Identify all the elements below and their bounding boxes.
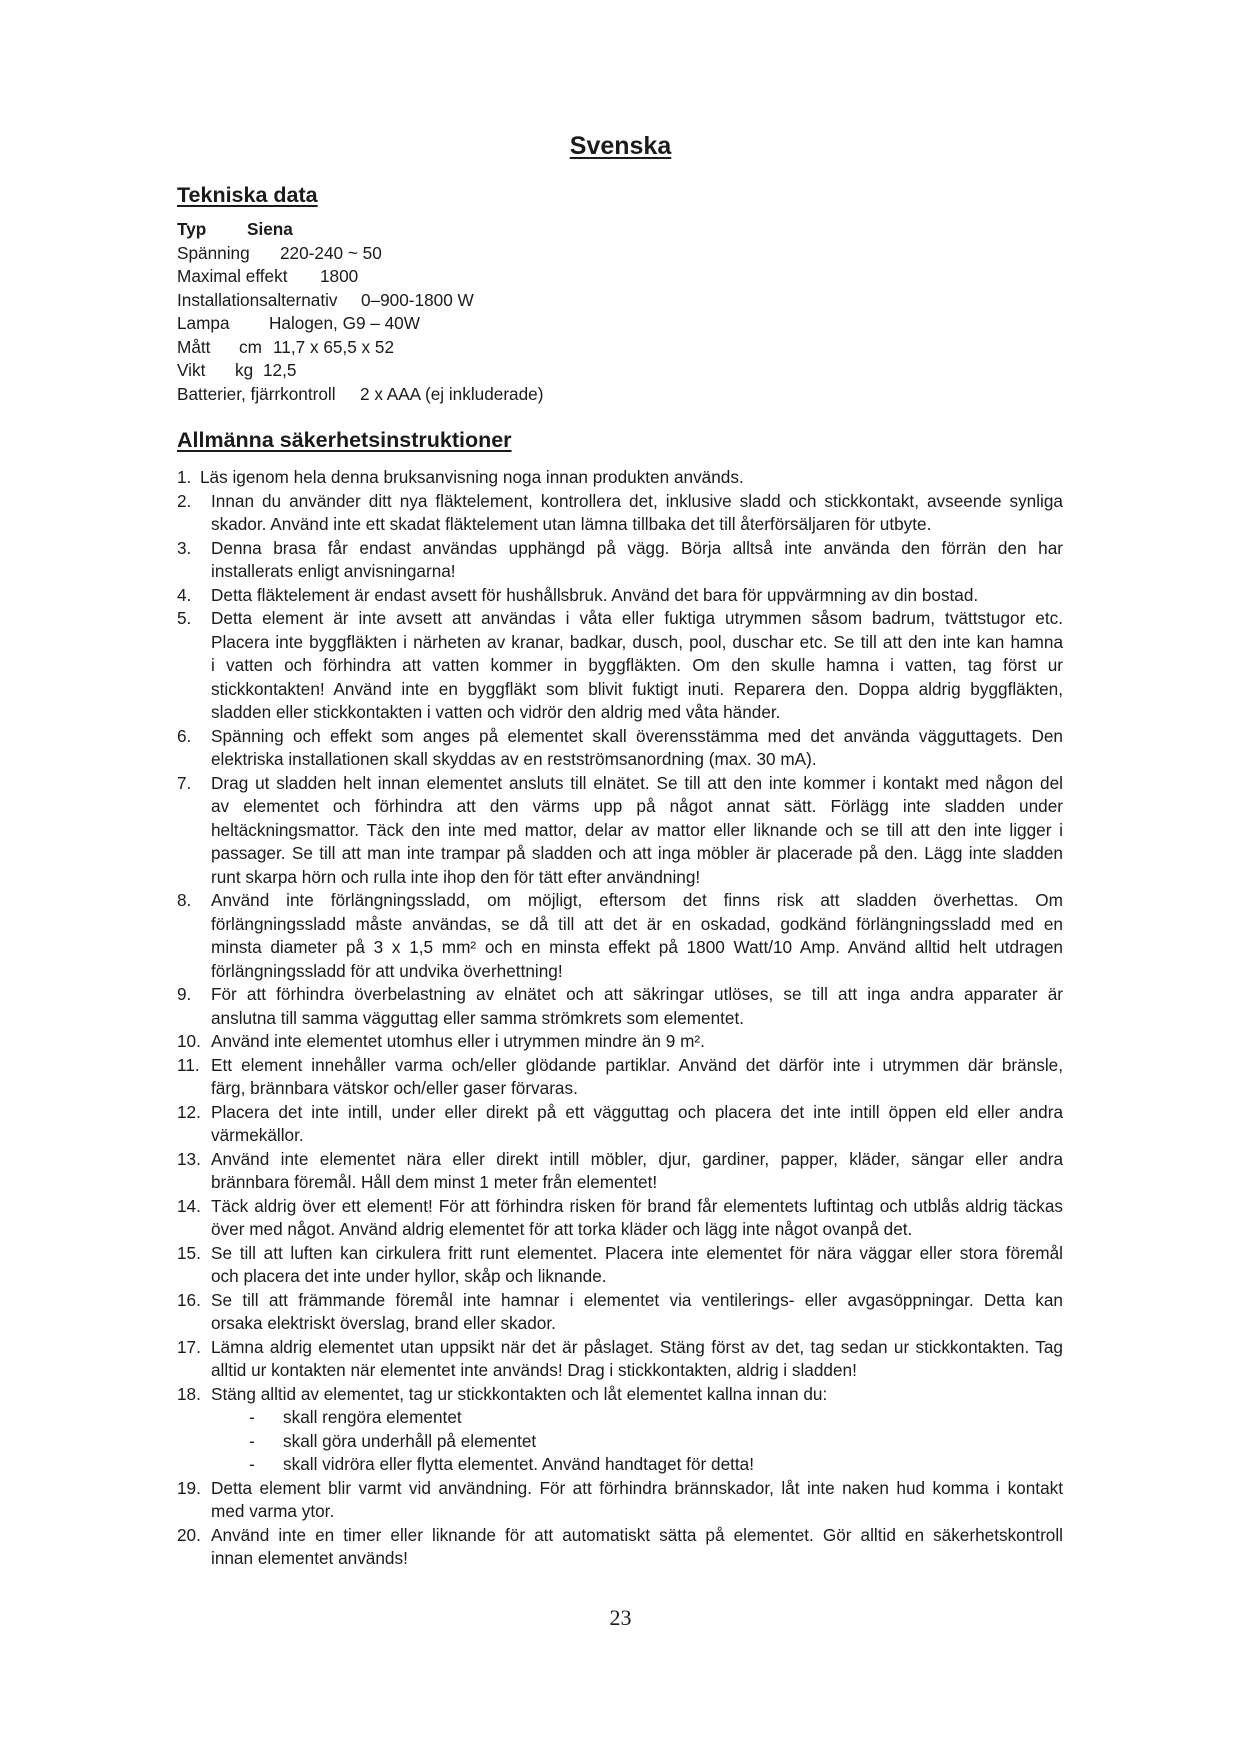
safety-item-line: Använd inte elementet utomhus eller i utrymmen mindre än 9 m². (211, 1031, 705, 1051)
spec-label: Maximal effekt (177, 266, 288, 286)
spec-value: Halogen, G9 – 40W (269, 313, 420, 333)
spec-unit: kg (235, 360, 254, 380)
safety-item-line: med varma ytor. (211, 1501, 335, 1521)
safety-item-line: förlängningssladd för att undvika överhettning! (211, 960, 563, 981)
safety-item-line: passager. Se till att man inte trampar på sladden och att inga möbler är placerade på den. Lägg inte sladden (211, 843, 1063, 863)
safety-item-line: i vatten och förhindra att vatten kommer in byggfläkten. Om den skulle hamna i vatten, tag först ur (211, 655, 1063, 675)
safety-item-line: anslutna till samma vägguttag eller samma strömkrets som elementet. (211, 1007, 745, 1028)
safety-item-line: Ett element innehåller varma och/eller glödande partiklar. Använd det därför inte i utrymmen där bränsle, (211, 1054, 1063, 1075)
safety-item-line: orsaka elektriskt överslag, brand eller skador. (211, 1313, 556, 1333)
safety-item-8 (177, 889, 1063, 983)
safety-item-line: Denna brasa får endast användas upphängd på vägg. Börja alltså inte använda den förrän den har (211, 537, 1063, 558)
safety-sub-item (177, 1430, 1063, 1454)
spec-value: 0–900-1800 W (361, 289, 474, 310)
spec-label: Installationsalternativ (177, 289, 338, 310)
spec-value: 220-240 ~ 50 (280, 242, 382, 263)
safety-item-number: 13. (177, 1148, 201, 1169)
safety-item-1 (177, 466, 1063, 490)
safety-item-text (211, 1524, 1063, 1571)
safety-item-number: 20. (177, 1524, 201, 1545)
safety-item-line: Drag ut sladden helt innan elementet ansluts till elnätet. Se till att den inte kommer i kontakt med någon del (211, 772, 1063, 793)
safety-item-text (211, 1030, 1063, 1054)
safety-sub-item-text: skall göra underhåll på elementet (283, 1430, 537, 1451)
safety-item-4 (177, 584, 1063, 608)
safety-sub-item-text: skall vidröra eller flytta elementet. Använd handtaget för detta! (283, 1454, 755, 1474)
safety-item-number: 4. (177, 584, 192, 605)
spec-row-dimensions (177, 336, 817, 360)
safety-item-number: 11. (177, 1054, 200, 1075)
spec-label: Spänning (177, 242, 250, 263)
safety-item-number: 14. (177, 1195, 201, 1216)
spec-row-batteries (177, 383, 817, 407)
safety-item-number: 19. (177, 1477, 201, 1498)
safety-item-line: färg, brännbara vätskor och/eller gaser förvaras. (211, 1078, 578, 1098)
safety-item-line: sladden eller stickkontakten i vatten och vidrör den aldrig med våta händer. (211, 702, 781, 722)
spec-label: Mått (177, 336, 211, 357)
spec-row-type (177, 218, 817, 242)
language-title: Svenska (569, 132, 672, 160)
safety-item-number: 9. (177, 984, 192, 1004)
safety-item-text (211, 1195, 1063, 1242)
safety-item-text (211, 1101, 1063, 1148)
safety-item-line: Läs igenom hela denna bruksanvisning noga innan produkten används. (200, 467, 744, 487)
safety-item-line: minsta diameter på 3 x 1,5 mm² och en minsta effekt på 1800 Watt/10 Amp. Använd alltid helt utdragen (211, 937, 1063, 957)
spec-label: Vikt (177, 360, 206, 380)
safety-item-9 (177, 983, 1063, 1030)
safety-item-line: och placera det inte under hyllor, skåp och liknande. (211, 1266, 607, 1286)
technical-data-table (177, 218, 817, 406)
safety-item-13 (177, 1148, 1063, 1195)
safety-item-line: brännbara föremål. Håll dem minst 1 meter från elementet! (211, 1172, 658, 1192)
spec-row-settings (177, 289, 817, 313)
safety-item-line: skador. Använd inte ett skadat fläktelement utan lämna tillbaka det till återförsäljaren för utbyte. (211, 514, 932, 534)
spec-row-lamp (177, 312, 817, 336)
safety-item-10 (177, 1030, 1063, 1054)
safety-item-line: Använd inte en timer eller liknande för att automatiskt sätta på elementet. Gör alltid en säkerhetskontroll (211, 1524, 1063, 1545)
safety-item-line: Se till att främmande föremål inte hamnar i elementet via ventilerings- eller avgasöppningar. Detta kan (211, 1289, 1063, 1310)
safety-item-line: Innan du använder ditt nya fläktelement, kontrollera det, inklusive sladd och stickkontakt, avseende synliga (211, 490, 1063, 511)
safety-sub-item (177, 1453, 1063, 1477)
safety-item-line: För att förhindra överbelastning av elnätet och att säkringar utlöses, se till att inga andra apparater är (211, 984, 1063, 1004)
spec-value: 11,7 x 65,5 x 52 (273, 336, 395, 357)
page-number: 23 (609, 1605, 632, 1630)
safety-item-text (211, 772, 1063, 890)
safety-item-line: stickkontakten! Använd inte en byggfläkt som blivit fuktigt inuti. Reparera den. Doppa aldrig byggfläkten, (211, 678, 1063, 699)
safety-item-text (211, 1148, 1063, 1195)
safety-item-line: värmekällor. (211, 1125, 304, 1145)
safety-sub-item (177, 1406, 1063, 1430)
safety-item-3 (177, 537, 1063, 584)
safety-item-number: 7. (177, 772, 192, 793)
safety-item-text (211, 584, 1063, 608)
safety-item-2 (177, 490, 1063, 537)
safety-item-line: Stäng alltid av elementet, tag ur stickkontakten och låt elementet kallna innan du: (211, 1383, 828, 1404)
dash-bullet-icon: - (249, 1454, 255, 1474)
spec-value: 1800 (320, 266, 359, 286)
safety-item-text (211, 490, 1063, 537)
safety-item-14 (177, 1195, 1063, 1242)
safety-item-line: över med något. Använd aldrig elementet för att torka kläder och lägg inte något ovanpå det. (211, 1219, 913, 1239)
safety-item-line: Se till att luften kan cirkulera fritt runt elementet. Placera inte elementet för nära väggar eller stora föremål (211, 1242, 1063, 1263)
safety-item-line: Placera det inte intill, under eller direkt på ett vägguttag och placera det inte intill öppen eld eller andra (211, 1101, 1063, 1122)
safety-item-text (211, 1336, 1063, 1383)
safety-item-text (211, 1289, 1063, 1336)
safety-item-5 (177, 607, 1063, 725)
safety-item-number: 8. (177, 890, 192, 910)
dash-bullet-icon: - (249, 1430, 255, 1451)
safety-instructions-heading: Allmänna säkerhetsinstruktioner (177, 428, 512, 452)
technical-data-heading: Tekniska data (177, 183, 318, 207)
safety-item-number: 15. (177, 1242, 201, 1263)
safety-instructions-list (177, 466, 1063, 1571)
safety-item-15 (177, 1242, 1063, 1289)
spec-value: 12,5 (263, 360, 297, 380)
safety-item-text (211, 1054, 1063, 1101)
safety-item-line: elektriska installationen skall skyddas av en restströmsanordning (max. 30 mA). (211, 749, 817, 769)
safety-item-text (211, 889, 1063, 983)
spec-value: 2 x AAA (ej inkluderade) (360, 383, 544, 404)
safety-item-16 (177, 1289, 1063, 1336)
spec-row-weight (177, 359, 817, 383)
safety-item-number: 6. (177, 725, 192, 746)
safety-item-17 (177, 1336, 1063, 1383)
safety-item-text (211, 607, 1063, 725)
safety-sub-item-text: skall rengöra elementet (283, 1407, 462, 1427)
safety-item-20 (177, 1524, 1063, 1571)
spec-row-max-power (177, 265, 817, 289)
safety-item-7 (177, 772, 1063, 890)
safety-item-line: alltid ur kontakten när elementet inte används! Drag i stickkontakten, aldrig i sladden! (211, 1360, 857, 1380)
safety-item-line: runt skarpa hörn och rulla inte ihop den för tätt efter användning! (211, 866, 701, 887)
safety-item-line: Detta element är inte avsett att användas i våta eller fuktiga utrymmen såsom badrum, tvättstugor etc. (211, 608, 1063, 628)
spec-row-voltage (177, 242, 817, 266)
spec-label: Batterier, fjärrkontroll (177, 383, 336, 404)
safety-item-number: 5. (177, 608, 192, 628)
safety-item-text (211, 537, 1063, 584)
safety-item-text (211, 725, 1063, 772)
safety-item-line: Spänning och effekt som anges på elementet skall överensstämma med det använda vägguttagets. Den (211, 725, 1063, 746)
safety-item-6 (177, 725, 1063, 772)
spec-value: Siena (247, 219, 293, 239)
safety-item-11 (177, 1054, 1063, 1101)
safety-item-number: 2. (177, 490, 192, 511)
spec-unit: cm (239, 336, 262, 357)
safety-item-number: 3. (177, 537, 192, 558)
safety-item-18 (177, 1383, 1063, 1477)
safety-item-text (211, 1242, 1063, 1289)
safety-item-text (211, 1477, 1063, 1524)
dash-bullet-icon: - (249, 1407, 255, 1427)
safety-item-number: 16. (177, 1289, 201, 1310)
safety-item-number: 12. (177, 1101, 201, 1122)
safety-item-line: Täck aldrig över ett element! För att förhindra risken för brand får elementets luftintag och utblås aldrig täckas (211, 1195, 1063, 1216)
safety-item-line: innan elementet används! (211, 1548, 408, 1568)
safety-item-number: 17. (177, 1336, 201, 1357)
safety-item-line: Detta fläktelement är endast avsett för hushållsbruk. Använd det bara för uppvärmning av din bostad. (211, 584, 979, 605)
safety-item-line: Detta element blir varmt vid användning. För att förhindra brännskador, låt inte naken hud komma i kontakt (211, 1477, 1063, 1498)
safety-item-line: Placera inte byggfläkten i närheten av kranar, badkar, dusch, pool, duschar etc. Se till att den inte kan hamna (211, 631, 1063, 652)
safety-item-number: 1. (177, 467, 192, 487)
safety-item-text (211, 983, 1063, 1030)
safety-item-line: installerats enligt anvisningarna! (211, 561, 456, 581)
spec-label: Lampa (177, 313, 230, 333)
safety-item-12 (177, 1101, 1063, 1148)
safety-item-number: 18. (177, 1383, 201, 1404)
safety-item-line: av elementet och förhindra att den värms upp på något annat sätt. Förlägg inte sladden under (211, 796, 1063, 816)
safety-item-text (211, 1383, 1063, 1407)
safety-item-line: Använd inte förlängningssladd, om möjligt, eftersom det finns risk att sladden överhettas. Om (211, 890, 1063, 910)
safety-item-line: Lämna aldrig elementet utan uppsikt när det är påslaget. Stäng först av det, tag sedan ur stickkontakten. Tag (211, 1336, 1063, 1357)
safety-item-line: heltäckningsmattor. Täck den inte med mattor, delar av mattor eller liknande och se till att den inte ligger i (211, 819, 1063, 840)
safety-item-line: Använd inte elementet nära eller direkt intill möbler, djur, gardiner, papper, kläder, sängar eller andra (211, 1148, 1063, 1169)
safety-item-19 (177, 1477, 1063, 1524)
safety-item-text (200, 466, 1063, 490)
spec-label: Typ (177, 219, 207, 239)
safety-item-number: 10. (177, 1031, 201, 1051)
safety-item-line: förlängningssladd måste användas, se då till att det är en oskadad, godkänd förlängningssladd med en (211, 913, 1063, 934)
